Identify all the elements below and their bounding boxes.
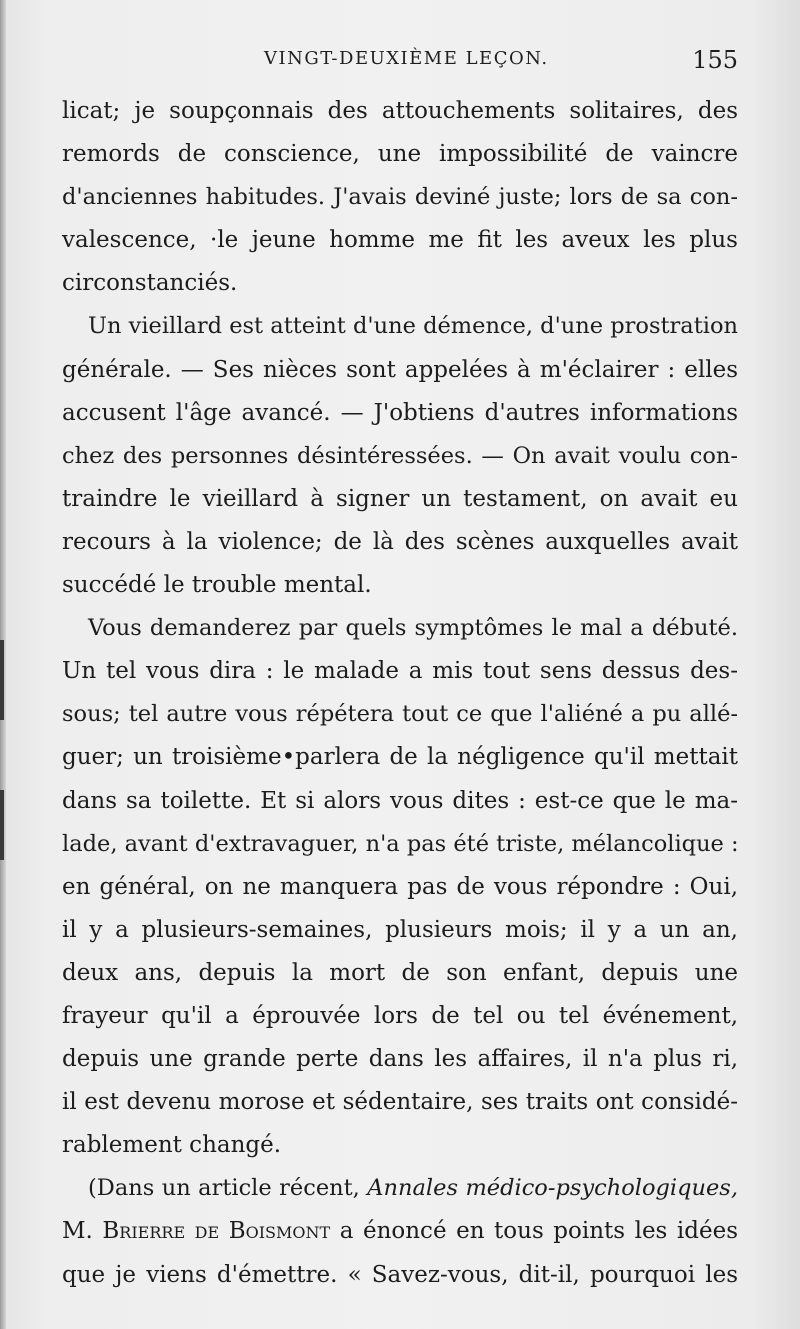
text-line: traindre le vieillard à signer un testament, on avait eu	[62, 485, 738, 512]
text-span: a énoncé en tous points les idées	[330, 1218, 738, 1245]
text-line: frayeur qu'il a éprouvée lors de tel ou tel événement,	[62, 1002, 738, 1029]
text-line: il est devenu morose et sédentaire, ses traits ont considé-	[62, 1089, 738, 1116]
text-line: Vous demanderez par quels symptômes le mal a débuté.	[88, 615, 738, 642]
text-line: générale. — Ses nièces sont appelées à m'éclairer : elles	[62, 356, 738, 383]
text-line: rablement changé.	[62, 1132, 282, 1159]
text-line: accusent l'âge avancé. — J'obtiens d'autres informations	[62, 399, 738, 426]
author-name: Brierre	[102, 1218, 186, 1245]
text-line: depuis une grande perte dans les affaires, il n'a plus ri,	[62, 1046, 738, 1073]
author-name: Boismont	[228, 1218, 331, 1245]
author-name-particle: de	[185, 1218, 229, 1245]
text-line: licat; je soupçonnais des attouchements solitaires, des	[62, 98, 738, 124]
text-line: sous; tel autre vous répétera tout ce que l'aliéné a pu allé-	[62, 701, 738, 728]
page-edge-mark	[0, 640, 4, 720]
text-line: guer; un troisième•parlera de la négligence qu'il mettait	[62, 744, 738, 771]
text-line: Un vieillard est atteint d'une démence, d'une prostration	[88, 313, 738, 340]
text-line: il y a plusieurs-semaines, plusieurs mois; il y a un an,	[62, 916, 738, 943]
text-line: deux ans, depuis la mort de son enfant, depuis une	[62, 959, 738, 986]
text-line: d'anciennes habitudes. J'avais deviné juste; lors de sa con-	[62, 184, 738, 211]
running-title: VINGT-DEUXIÈME LEÇON.	[264, 48, 549, 69]
text-line: en général, on ne manquera pas de vous répondre : Oui,	[62, 873, 738, 900]
text-line	[62, 1167, 738, 1210]
text-line: que je viens d'émettre. « Savez-vous, dit-il, pourquoi les	[62, 1261, 738, 1288]
page-header	[62, 46, 738, 82]
text-line: dans sa toilette. Et si alors vous dites : est-ce que le ma-	[62, 787, 738, 814]
text-line: Un tel vous dira : le malade a mis tout sens dessus des-	[62, 658, 738, 685]
text-line: circonstanciés.	[62, 270, 238, 297]
page-body	[62, 90, 738, 1297]
text-line: recours à la violence; de là des scènes auxquelles avait	[62, 528, 738, 555]
page-number: 155	[692, 46, 738, 74]
journal-title: Annales médico-psychologiques,	[367, 1175, 738, 1202]
text-line: remords de conscience, une impossibilité de vaincre	[62, 141, 738, 168]
text-line	[62, 1210, 738, 1253]
text-line: lade, avant d'extravaguer, n'a pas été triste, mélancolique :	[62, 830, 739, 857]
text-span: (Dans un article récent,	[88, 1175, 368, 1202]
text-line: succédé le trouble mental.	[62, 572, 372, 599]
text-line: chez des personnes désintéressées. — On avait voulu con-	[62, 442, 738, 469]
page-edge-mark	[0, 790, 4, 860]
text-line: valescence, ·le jeune homme me fit les aveux les plus	[62, 227, 738, 254]
text-span: M.	[62, 1218, 103, 1245]
